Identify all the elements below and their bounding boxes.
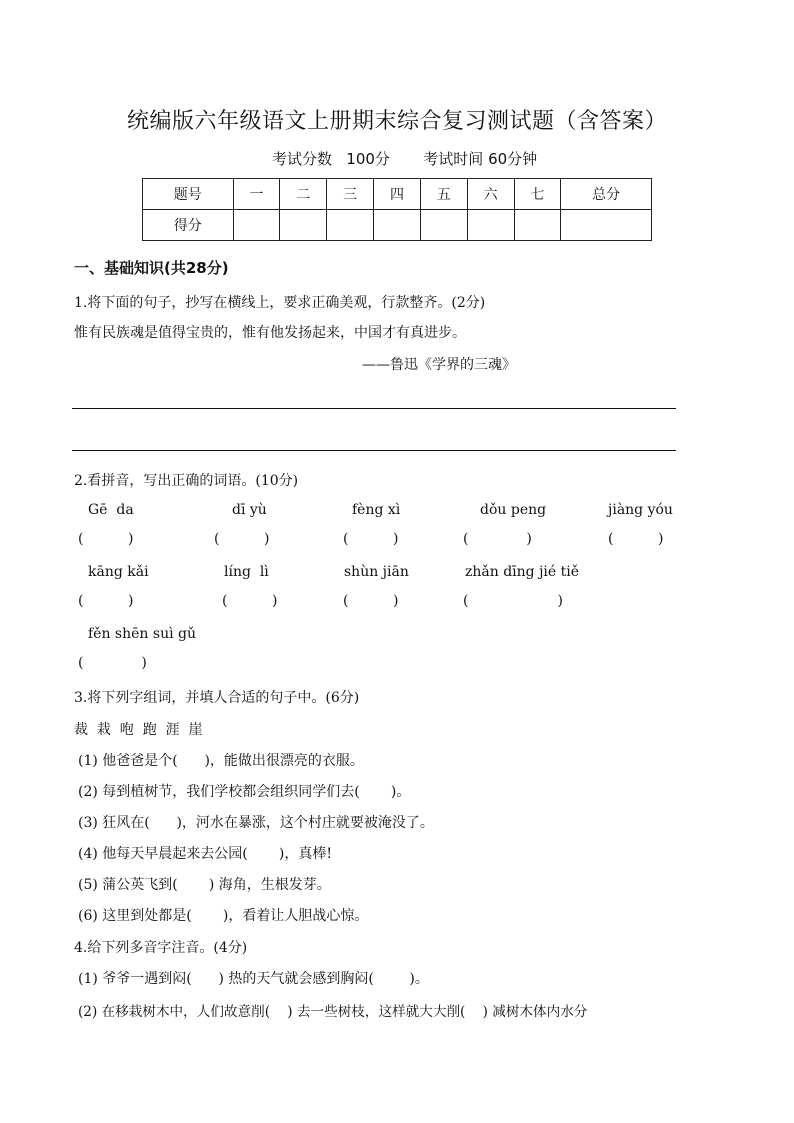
- score-header-cell: 二: [280, 179, 327, 210]
- score-cell[interactable]: [420, 210, 467, 241]
- score-table: [142, 178, 652, 241]
- pinyin-item: líng lì: [224, 564, 269, 580]
- q3-item: (6) 这里到处都是( )，看着让人胆战心惊。: [78, 908, 369, 924]
- pinyin-item: fěn shēn suì gǔ: [88, 626, 196, 642]
- pinyin-item: Gē da: [88, 502, 134, 518]
- q1-source: ——鲁迅《学界的三魂》: [362, 357, 516, 373]
- answer-blank[interactable]: ( ): [222, 593, 278, 609]
- answer-blank[interactable]: ( ): [78, 531, 134, 547]
- q4-item: (2) 在移栽树木中，人们故意削( ) 去一些树枝，这样就大大削( ) 减树木体内水分: [78, 1004, 588, 1020]
- answer-blank[interactable]: ( ): [343, 531, 399, 547]
- score-header-cell: 题号: [143, 179, 234, 210]
- score-header-cell: 六: [467, 179, 514, 210]
- q1-quote: 惟有民族魂是值得宝贵的，惟有他发扬起来，中国才有真进步。: [74, 325, 466, 341]
- answer-blank[interactable]: ( ): [463, 531, 532, 547]
- q4-prompt: 4.给下列多音字注音。(4分): [74, 940, 248, 956]
- writing-line[interactable]: [72, 450, 676, 451]
- q3-item: (5) 蒲公英飞到( ) 海角，生根发芽。: [78, 877, 331, 893]
- score-header-cell: 七: [514, 179, 561, 210]
- answer-blank[interactable]: ( ): [214, 531, 270, 547]
- score-header-cell: 四: [374, 179, 421, 210]
- q3-item: (2) 每到植树节，我们学校都会组织同学们去( )。: [78, 784, 411, 800]
- score-cell[interactable]: [467, 210, 514, 241]
- score-header-cell: 总分: [561, 179, 652, 210]
- writing-line[interactable]: [72, 408, 676, 409]
- q3-prompt: 3.将下列字组词，并填人合适的句子中。(6分): [74, 690, 360, 706]
- section-heading: 一、基础知识(共28分): [74, 259, 229, 277]
- score-header-cell: 一: [233, 179, 280, 210]
- score-cell[interactable]: [327, 210, 374, 241]
- pinyin-item: shùn jiān: [344, 564, 409, 580]
- score-header-cell: 三: [327, 179, 374, 210]
- q2-prompt: 2.看拼音，写出正确的词语。(10分): [74, 473, 299, 489]
- exam-subtitle: 考试分数 100分 考试时间 60分钟: [272, 150, 538, 168]
- score-cell[interactable]: [233, 210, 280, 241]
- pinyin-item: kāng kǎi: [88, 564, 149, 580]
- answer-blank[interactable]: ( ): [343, 593, 399, 609]
- score-cell[interactable]: [561, 210, 652, 241]
- pinyin-item: dǒu peng: [480, 502, 547, 518]
- score-cell[interactable]: [374, 210, 421, 241]
- score-cell[interactable]: [280, 210, 327, 241]
- answer-blank[interactable]: ( ): [78, 655, 147, 671]
- q3-item: (4) 他每天早晨起来去公园( )，真棒!: [78, 846, 332, 862]
- q4-item: (1) 爷爷一遇到闷( ) 热的天气就会感到胸闷( )。: [78, 971, 429, 987]
- answer-blank[interactable]: ( ): [463, 593, 563, 609]
- q3-item: (1) 他爸爸是个( )，能做出很漂亮的衣服。: [78, 753, 364, 769]
- pinyin-item: fèng xì: [352, 502, 401, 518]
- pinyin-item: zhǎn dīng jié tiě: [465, 564, 580, 580]
- q1-prompt: 1.将下面的句子，抄写在横线上，要求正确美观，行款整齐。(2分): [74, 295, 486, 311]
- score-table-score-row: [143, 210, 652, 241]
- q3-chars: 裁 栽 咆 跑 涯 崖: [74, 722, 203, 738]
- pinyin-item: dī yù: [232, 502, 267, 518]
- score-row-label: 得分: [143, 210, 234, 241]
- pinyin-item: jiàng yóu: [608, 502, 673, 518]
- score-header-cell: 五: [420, 179, 467, 210]
- score-table-header-row: [143, 179, 652, 210]
- answer-blank[interactable]: ( ): [608, 531, 664, 547]
- score-cell[interactable]: [514, 210, 561, 241]
- q3-item: (3) 狂风在( )，河水在暴涨，这个村庄就要被淹没了。: [78, 815, 434, 831]
- answer-blank[interactable]: ( ): [78, 593, 134, 609]
- exam-title: 统编版六年级语文上册期末综合复习测试题（含答案）: [126, 109, 667, 134]
